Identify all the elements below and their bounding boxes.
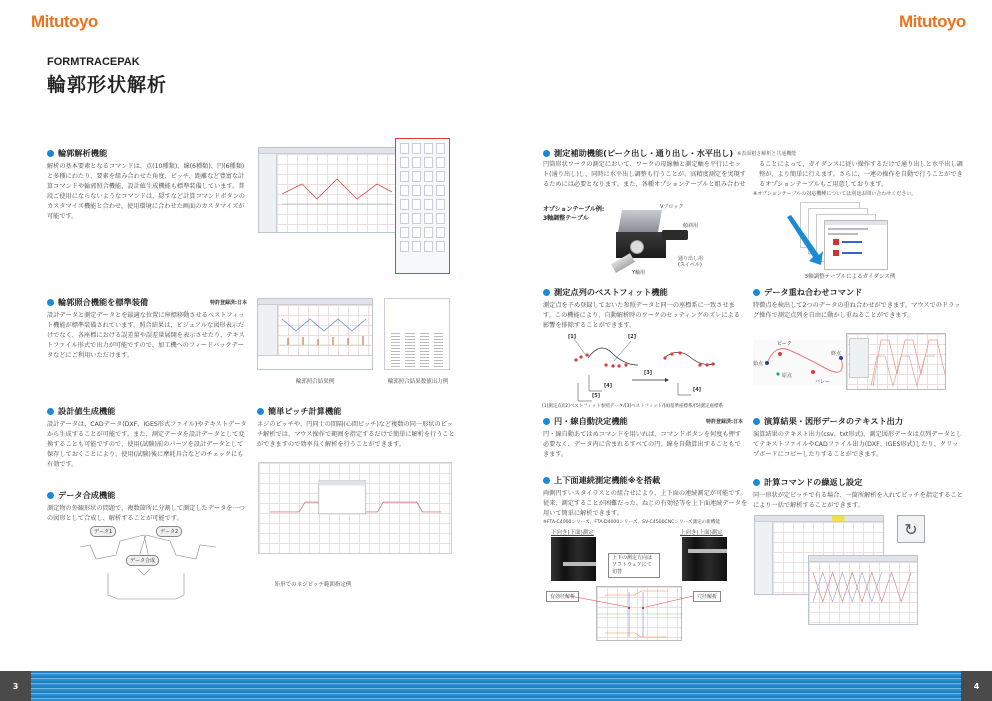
section-title: 簡単ピッチ計算機能: [268, 406, 342, 416]
pitch-range-screenshot: [258, 462, 452, 554]
bullet-icon: [543, 418, 550, 425]
footer-band: [0, 671, 992, 701]
marker-4b: [4]: [693, 387, 702, 393]
section-design-value-generation: [47, 406, 247, 470]
label-start: 始点: [753, 361, 764, 367]
bullet-icon: [47, 150, 54, 157]
section-text-output: [753, 416, 963, 460]
label-origin: 原点: [782, 373, 793, 379]
section-heading: [753, 287, 963, 298]
section-repeat-command: [753, 477, 963, 511]
bullet-icon: [47, 299, 54, 306]
section-body: 設計データと測定データとを最適な位置に座標移動させるベストフィット機能が標準装備されています。照合結果は、ビジュアルな図形表示だけでなく、各座標における誤差量や誤差量展開を表示させたり、テキストファイル形式で出力が可能ですので、加工機へのフィードバックデータなどにご利用いただけます。: [47, 312, 245, 359]
bullet-icon: [257, 408, 264, 415]
mitutoyo-logo-left: Mitutoyo: [31, 12, 98, 31]
section-data-overlay: [753, 287, 963, 321]
label-upward: 上向き(上面)測定: [680, 530, 723, 536]
section-body: 円筒形状ワークの測定において、ワークの母線軸と測定軸を平行にセット(通り出し)し、同時に水平出し調整も行うことが、高精度測定を実現するためには必要となります。また、各種オプションテーブルと組み合わせることによって、ガイダンスに従い操作するだけで通り出しと水平出し調整が、より簡単に行えます。さらに、一連の操作を自動で行うことができるオプションテーブルもご用意しております。: [543, 161, 963, 188]
section-heading: [543, 475, 748, 486]
caption-guidance: 3軸調整テーブルによるガイダンス例: [804, 274, 896, 280]
marker-3: [3]: [644, 370, 653, 376]
section-heading: [47, 148, 247, 159]
overlay-screenshot: [846, 333, 946, 390]
section-best-fit: [543, 287, 743, 331]
label-data-merge: データ合成: [126, 555, 159, 566]
marker-2: [2]: [628, 334, 637, 340]
label-data1: データ1: [90, 526, 116, 537]
callout-y-axis: Y軸用: [632, 270, 646, 276]
software-screenshot-main: [258, 147, 398, 233]
label-data2: データ2: [156, 526, 182, 537]
section-title: 演算結果・図形データのテキスト出力: [764, 416, 904, 426]
footer-stripes: [31, 671, 961, 701]
section-body: ネジのピッチや、円同士の間隔(心間ピッチ)など複数の同一形状のピッチ解析では、マウス操作で範囲を指定するだけで簡単に解析を行うことができますので効率良く解析を行うことができます。: [257, 421, 455, 448]
section-title: 測定補助機能(ピーク出し・通り出し・水平出し): [554, 148, 734, 158]
data-synthesis-diagram: [78, 525, 218, 600]
label-hole-diameter: 穴径解析: [693, 591, 721, 602]
upward-measurement-photo: [682, 537, 727, 581]
section-heading: [753, 477, 963, 488]
section-measurement-assist: [543, 148, 963, 159]
label-peak: ピーク: [777, 341, 792, 347]
section-heading: [543, 416, 743, 427]
callout-swivel: 通り出し用(スイベル): [678, 256, 704, 268]
label-valley: バレー: [815, 379, 831, 385]
section-data-synthesis: [47, 490, 247, 524]
guidance-window-4: [824, 220, 888, 270]
page-number-right: 4: [961, 671, 992, 701]
section-body: 演算結果のテキスト出力(csv、txt形式)、測定図形データは点列データとしてテキストファイルやCADファイル出力(DXF、IGES形式)したり、クリップボードにコピーしたりすることができます。: [753, 431, 963, 458]
label-effective-diameter: 有効径解析: [546, 591, 579, 602]
repeat-result-screenshot: [808, 555, 918, 625]
section-heading: [543, 148, 963, 159]
section-title: 輪郭照合機能を標準装備: [58, 297, 149, 307]
section-heading: [47, 406, 247, 417]
section-title: 設計値生成機能: [58, 406, 116, 416]
caption-pitch-range: 矩形でのネジピッチ範囲指定例: [274, 582, 352, 588]
section-pitch-calculation: [257, 406, 457, 450]
product-name: FORMTRACEPAK: [47, 56, 140, 68]
section-title: 輪郭解析機能: [58, 148, 108, 158]
section-body: 特徴点を検出して2つのデータの重ね合わせができます。マウスでのドラッグ操作で測定点列を自由に動かし重ねることができます。: [753, 302, 961, 319]
option-label: オプションテーブル例:: [543, 206, 605, 213]
marker-4a: [4]: [604, 383, 613, 389]
section-title: データ合成機能: [58, 490, 116, 500]
section-heading: [543, 287, 743, 298]
option-table-footnote: ※オプションテーブルの対応機種については別途お問い合わせください。: [753, 191, 917, 197]
section-body: 測定物の外観形状の問題で、複数箇所に分割して測定したデータを一つの図形として合成し、解析することが可能です。: [47, 505, 245, 522]
marker-1: [1]: [568, 334, 577, 340]
section-body: 同一形状が定ピッチで有る場合、一箇所解析を入れてピッチを指定することにより一括で解析することができます。: [753, 492, 963, 509]
label-downward: 下向き(下面)測定: [551, 530, 594, 536]
bullet-icon: [543, 477, 550, 484]
section-contour-matching: [47, 297, 247, 361]
mitutoyo-logo-right: Mitutoyo: [899, 12, 966, 31]
section-body: 解析の基本要素となるコマンドは、点(10種類)、線(6種類)、円(6種類)と多種にわたり、要素を組み合わせた角度、ピッチ、距離など豊富な計算コマンドや輪郭照合機能、設計値生成機能も標準装備しています。普段ご使用にならないようなコマンドは、隠すなど計算コマンドボタンのカスタマイズ機能と合わせ、使用環境に合わせた画面のカスタマイズが可能です。: [47, 163, 245, 220]
section-heading: [753, 416, 963, 427]
caption-numeric-output: 輪郭照合結果数値出力例: [387, 379, 449, 385]
section-title: 測定点列のベストフィット機能: [554, 287, 668, 297]
section-upper-lower-measurement: [543, 475, 748, 527]
best-fit-legend: [1]測定点/[2]ベストフィット参照データ/[3]ベストフィット/[4]基準座標系/[5]測定座標系: [542, 404, 723, 409]
callout-lines: [570, 594, 700, 614]
section-auto-circle-line: [543, 416, 743, 460]
caption-matching-result: 輪郭照合結果例: [295, 379, 335, 385]
bullet-icon: [753, 418, 760, 425]
section-heading: [47, 297, 247, 308]
contour-plot: [277, 154, 397, 232]
callout-tilt: 傾斜用: [683, 223, 699, 229]
feature-point-diagram: [753, 340, 848, 385]
numeric-output-screenshot: [384, 298, 450, 370]
section-title: データ重ね合わせコマンド: [764, 287, 863, 297]
guidance-arrow-icon: [785, 215, 825, 265]
patent-badge: 特許登録済:日本: [209, 300, 247, 306]
patent-badge: 特許登録済:日本: [705, 419, 743, 425]
page-number-left: 3: [0, 671, 31, 701]
callout-v-block: Vブロック: [660, 204, 684, 210]
bullet-icon: [543, 289, 550, 296]
section-body: 測定点を予め登録しておいた参照データと同一の座標系に一致させます。この機能により、自動解析時のワークのセッティングのズレによる影響を排除することができます。: [543, 302, 740, 329]
section-title: 計算コマンドの繰返し設定: [764, 477, 863, 487]
bullet-icon: [543, 150, 550, 157]
three-axis-table-photo: [612, 200, 692, 280]
section-title: 円・線自動決定機能: [554, 416, 628, 426]
bullet-icon: [47, 492, 54, 499]
section-title: 上下面連続測定機能※を搭載: [554, 475, 661, 485]
option-table-label: [543, 205, 604, 223]
section-body: 円・線自動あてはめコマンドを用いれば、コマンドボタンを何度も押す必要なく、データ内に含まれるすべての円、線を自動算出することもできます。: [543, 431, 741, 458]
matching-result-screenshot: [257, 298, 373, 370]
section-contour-analysis: [47, 148, 247, 222]
section-body: 両側円すいスタイラスとの組合せにより、上下面の連続測定が可能です。従来、測定することが困難だった、ねじの有効径等を上下面連続データを用いて簡単に解析できます。: [543, 490, 748, 517]
switch-note-box: 上下の測定方向はソフトウェアにて切替: [608, 553, 660, 578]
bullet-icon: [47, 408, 54, 415]
matching-plot: [278, 305, 372, 355]
section-heading: [257, 406, 457, 417]
label-end: 終点: [831, 351, 842, 357]
page-title: 輪郭形状解析: [47, 74, 168, 96]
best-fit-diagram: [540, 333, 750, 411]
section-heading: [47, 490, 247, 501]
command-button-panel: [395, 138, 450, 274]
repeat-rotate-icon: ↻: [897, 515, 925, 543]
section-footnote: ※FTA-C4000シリーズ、FTA-D4000シリーズ、SV-C4500CNCシリーズ測定の新機能: [543, 520, 721, 525]
marker-5: [5]: [592, 393, 601, 399]
option-name: 3軸調整テーブル: [543, 215, 589, 222]
section-body: 設計データは、CADデータ(DXF、IGES形式ファイル)やテキストデータから生成することが可能です。また、測定データを設計データとして変換することも可能ですので、使用(試験)前のパーツを設計データとして保存しておくことにより、使用(試験)後に摩耗具合などのチェックにも有効です。: [47, 421, 247, 468]
downward-measurement-photo: [551, 537, 596, 581]
pitch-plot: [259, 463, 451, 553]
bullet-icon: [753, 479, 760, 486]
bullet-icon: [753, 289, 760, 296]
section-note: ※表面粗さ解析と共通機能: [737, 151, 797, 157]
